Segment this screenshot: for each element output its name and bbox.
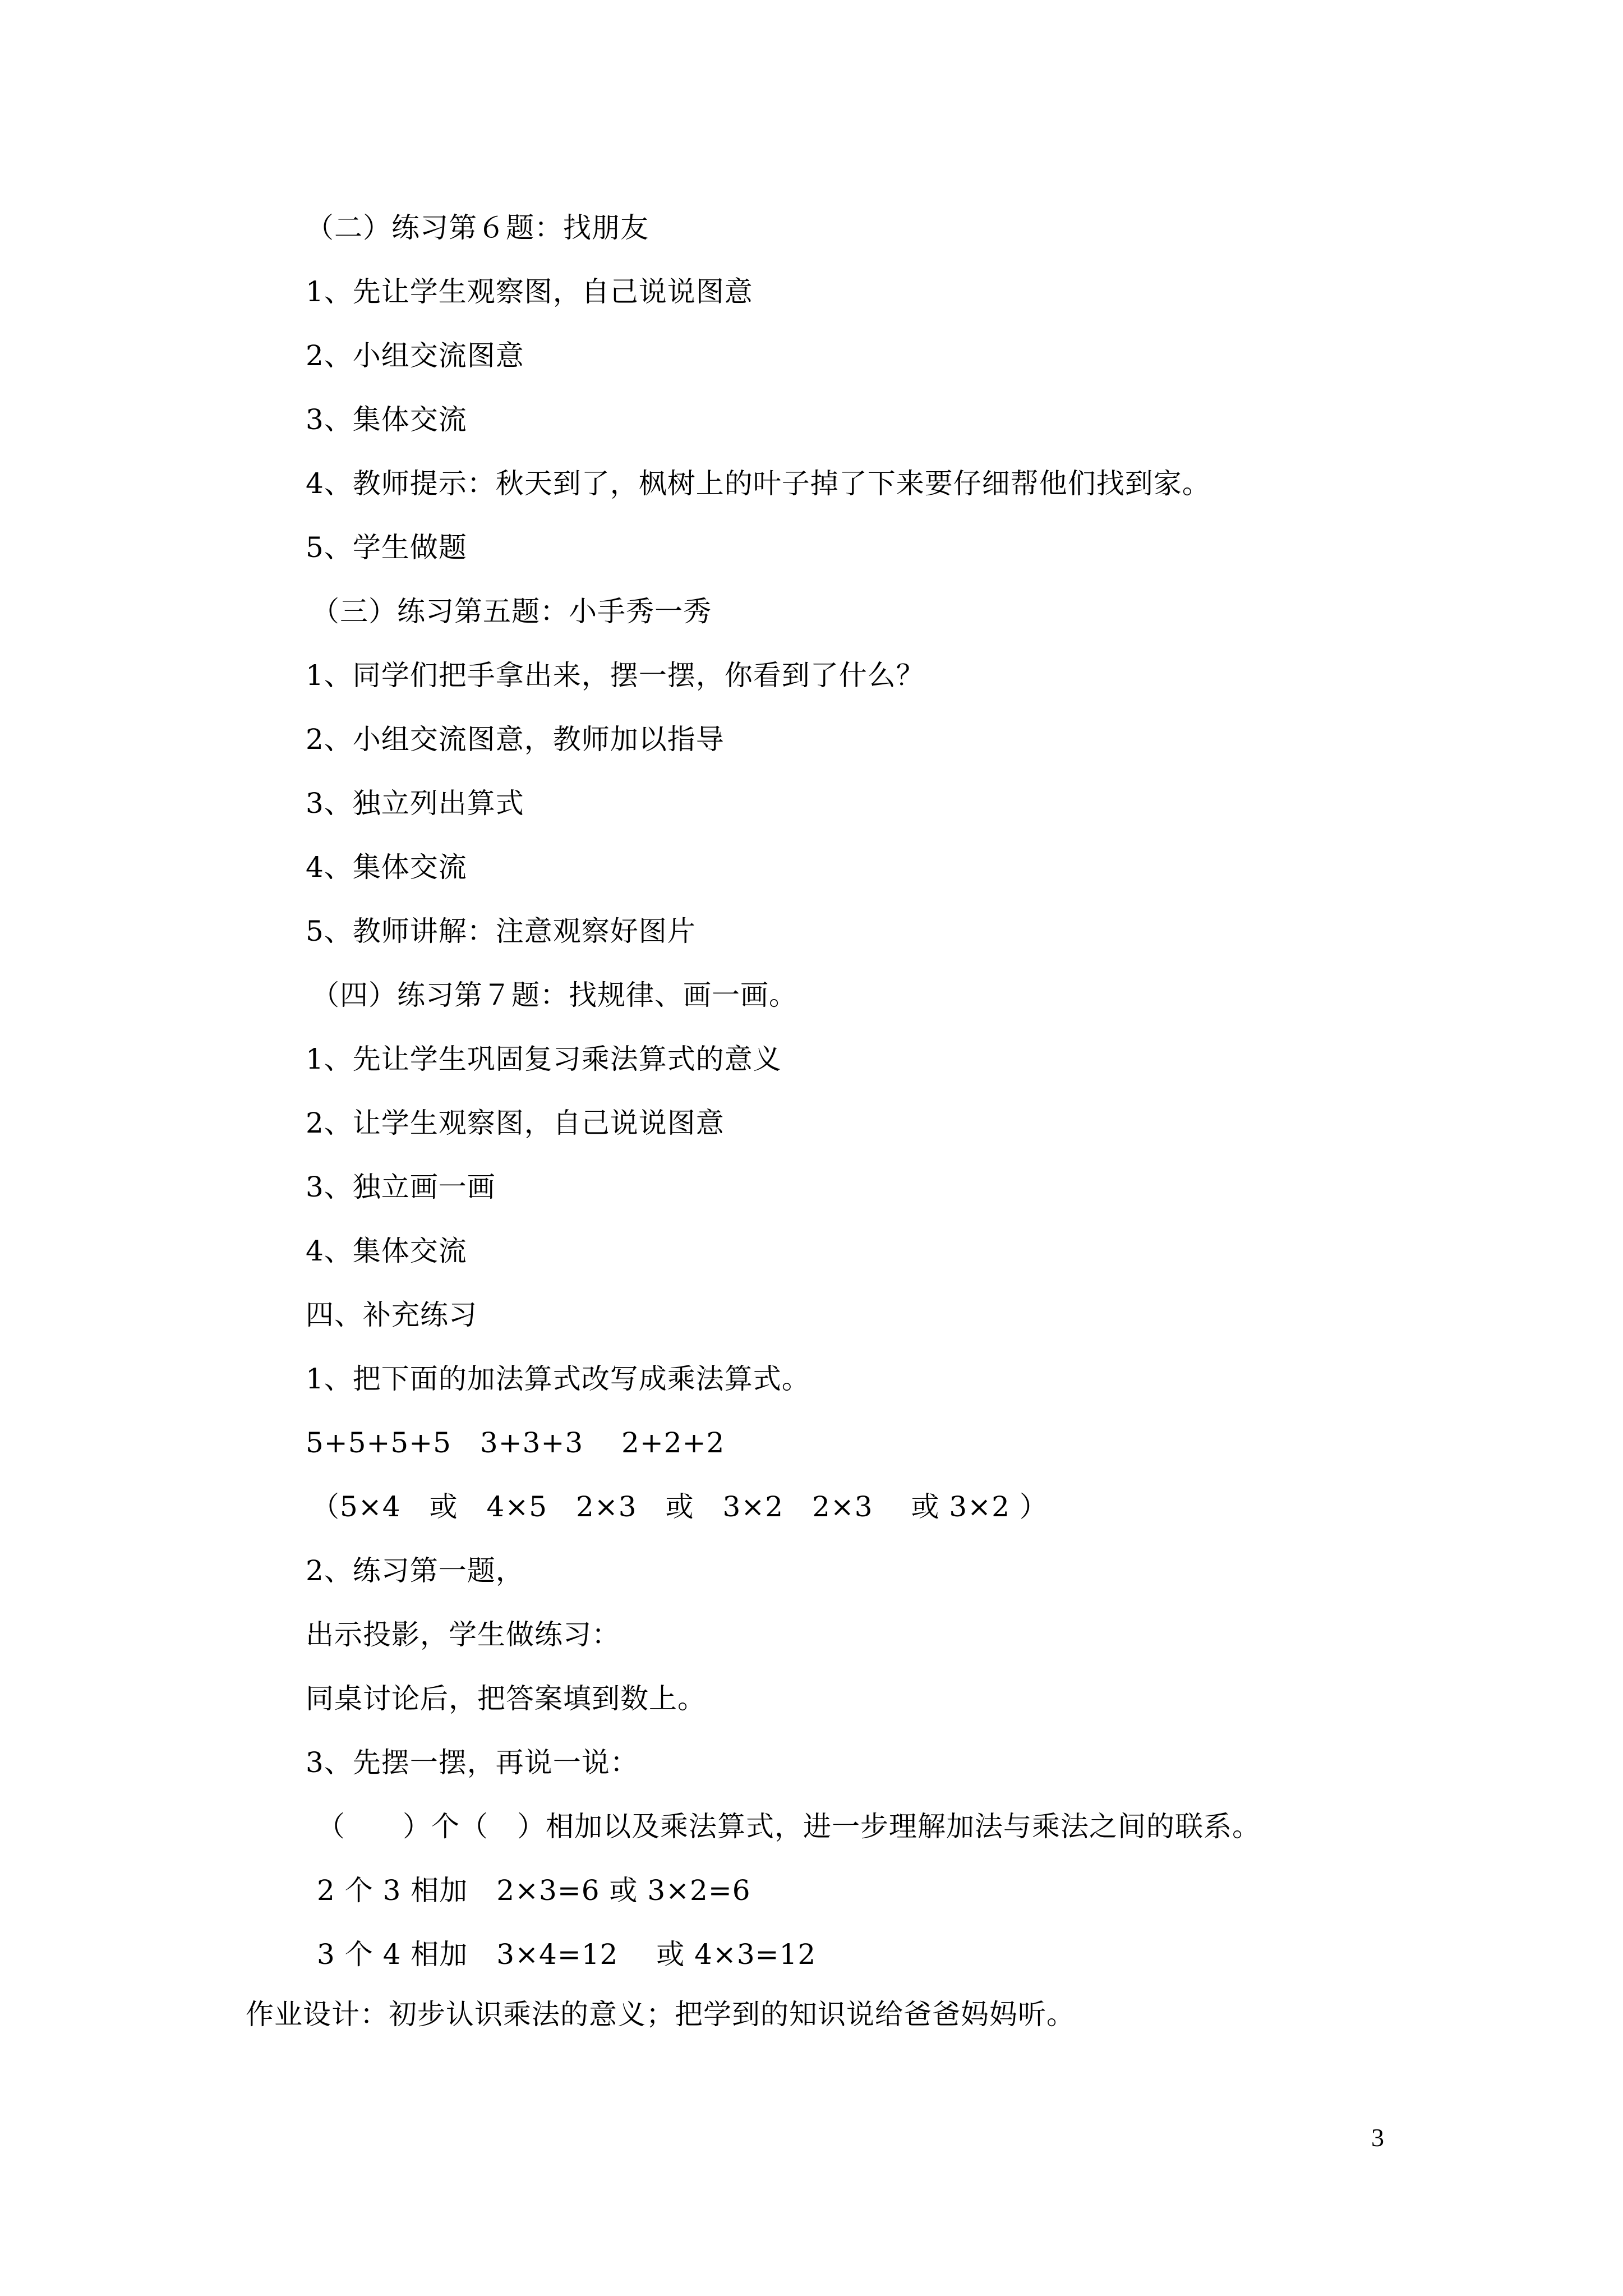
text-line: 4、教师提示：秋天到了，枫树上的叶子掉了下来要仔细帮他们找到家。 bbox=[306, 467, 1211, 500]
text-line: 3、独立列出算式 bbox=[306, 787, 524, 820]
text-line: 1、同学们把手拿出来，摆一摆，你看到了什么？ bbox=[306, 659, 925, 692]
text-line: 5、教师讲解：注意观察好图片 bbox=[306, 915, 696, 947]
section-heading: （四）练习第７题：找规律、画一画。 bbox=[311, 979, 797, 1011]
text-line: 4、集体交流 bbox=[306, 851, 467, 884]
text-line: 1、把下面的加法算式改写成乘法算式。 bbox=[306, 1363, 810, 1395]
text-line: 3、独立画一画 bbox=[306, 1171, 496, 1203]
section-heading: （二）练习第６题：找朋友 bbox=[306, 211, 649, 244]
text-line: 4、集体交流 bbox=[306, 1235, 467, 1267]
expression-line: 2 个 3 相加 2×3=6 或 3×2=6 bbox=[317, 1874, 751, 1907]
text-line: 2、让学生观察图，自己说说图意 bbox=[306, 1107, 725, 1139]
expression-line: （5×4 或 4×5 2×3 或 3×2 2×3 或 3×2 ） bbox=[311, 1490, 1048, 1523]
text-line: 1、先让学生观察图，自己说说图意 bbox=[306, 275, 753, 308]
expression-line: 5+5+5+5 3+3+3 2+2+2 bbox=[306, 1427, 725, 1459]
text-line: 1、先让学生巩固复习乘法算式的意义 bbox=[306, 1043, 782, 1075]
text-line: 5、学生做题 bbox=[306, 531, 467, 564]
text-line: 2、小组交流图意，教师加以指导 bbox=[306, 723, 725, 756]
section-heading: 四、补充练习 bbox=[306, 1299, 477, 1331]
text-line: 2、小组交流图意 bbox=[306, 339, 524, 372]
page-number: 3 bbox=[1371, 2123, 1384, 2152]
text-line: 3、先摆一摆，再说一说： bbox=[306, 1746, 639, 1779]
homework-line: 作业设计：初步认识乘法的意义；把学到的知识说给爸爸妈妈听。 bbox=[246, 1998, 1075, 2031]
section-heading: （三）练习第五题：小手秀一秀 bbox=[311, 595, 712, 628]
text-line: （ ）个（ ）相加以及乘法算式，进一步理解加法与乘法之间的联系。 bbox=[317, 1810, 1261, 1843]
text-line: 出示投影，学生做练习： bbox=[306, 1618, 620, 1651]
expression-line: 3 个 4 相加 3×4=12 或 4×3=12 bbox=[317, 1938, 817, 1971]
text-line: 同桌讨论后，把答案填到数上。 bbox=[306, 1682, 706, 1715]
text-line: 2、练习第一题， bbox=[306, 1554, 524, 1587]
text-line: 3、集体交流 bbox=[306, 403, 467, 436]
